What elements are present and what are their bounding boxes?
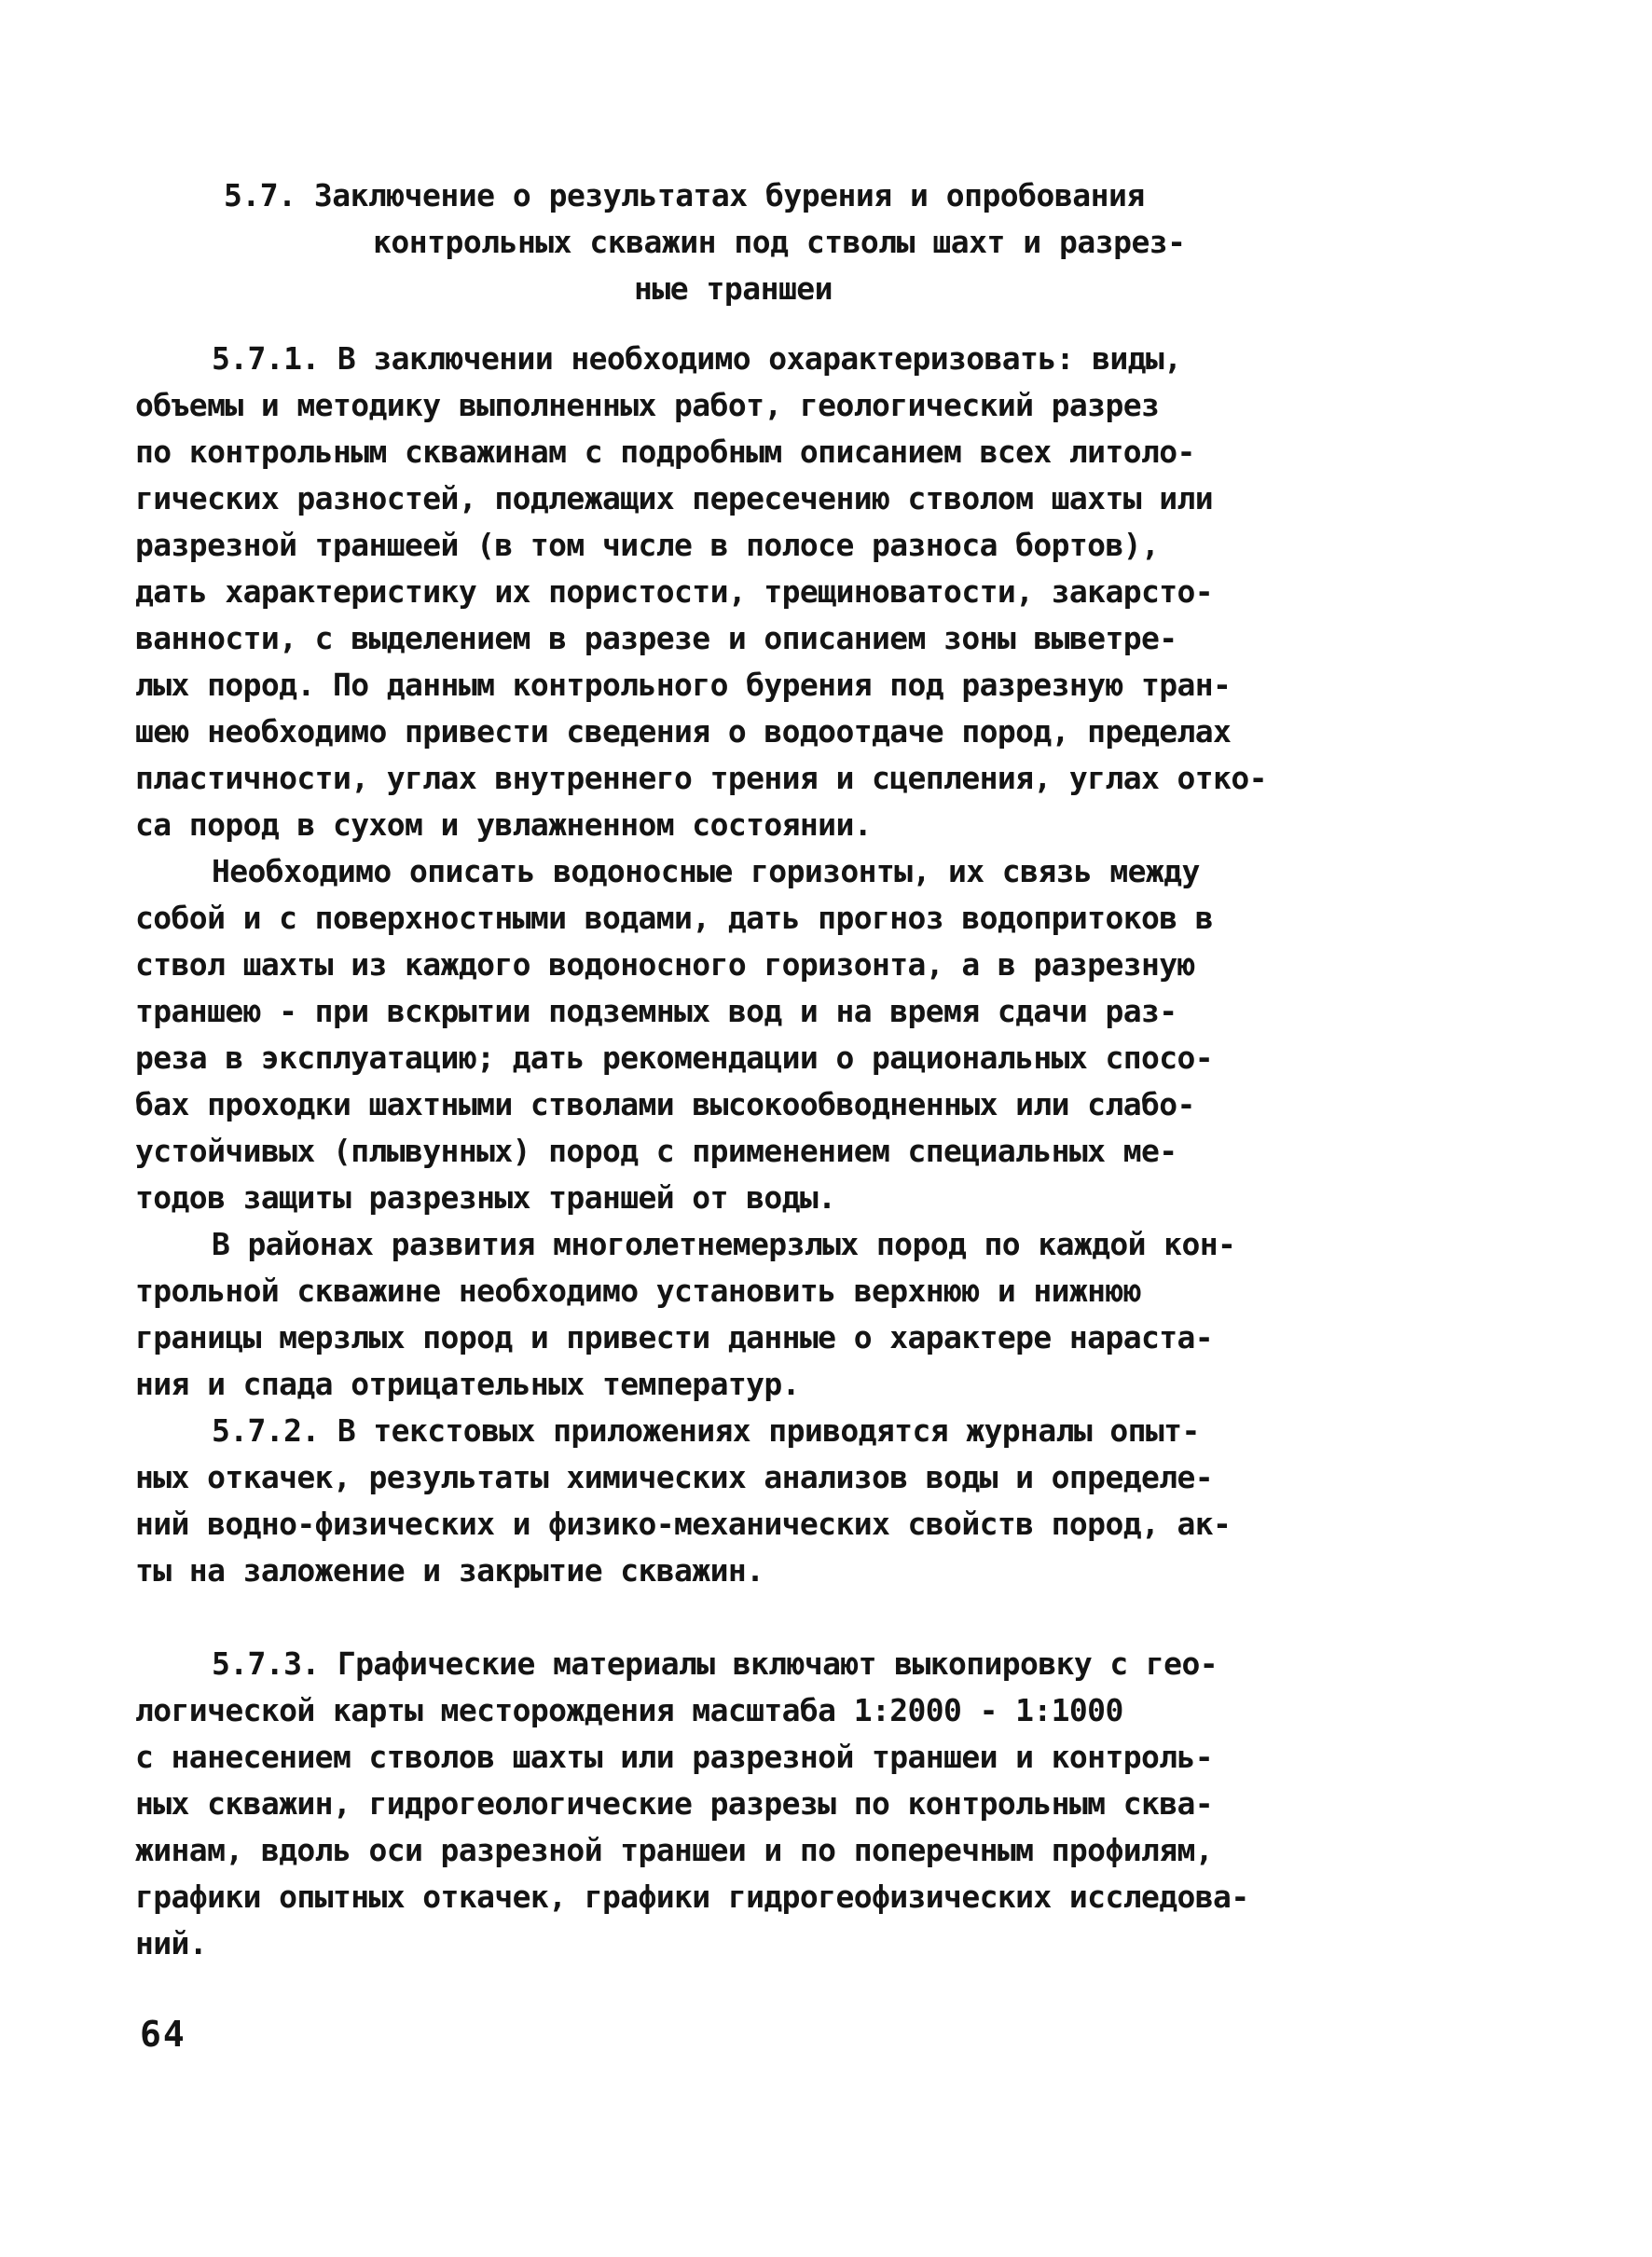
text-line: траншею - при вскрытии подземных вод и на время сдачи раз- xyxy=(135,993,1177,1029)
text-line: ствол шахты из каждого водоносного горизонта, а в разрезную xyxy=(135,946,1195,983)
text-line: ных скважин, гидрогеологические разрезы по контрольным сква- xyxy=(135,1785,1214,1822)
text-line: са пород в сухом и увлажненном состоянии. xyxy=(135,806,872,843)
paragraph-5-7-1 xyxy=(135,336,1534,848)
page-number: 64 xyxy=(140,2014,186,2055)
text-line: логической карты месторождения масштаба 1:2000 - 1:1000 xyxy=(135,1692,1123,1728)
section-title-line: ные траншеи xyxy=(634,270,833,307)
text-line: реза в эксплуатацию; дать рекомендации о рациональных спосо- xyxy=(135,1039,1214,1076)
text-line: трольной скважине необходимо установить верхнюю и нижнюю xyxy=(135,1273,1141,1309)
text-line: пластичности, углах внутреннего трения и сцепления, углах отко- xyxy=(135,760,1267,796)
text-line: 5.7.1. В заключении необходимо охарактеризовать: виды, xyxy=(212,340,1182,377)
paragraph-5-7-2 xyxy=(135,1408,1534,1594)
text-line: лых пород. По данным контрольного бурения под разрезную тран- xyxy=(135,667,1232,703)
text-line: ных откачек, результаты химических анализов воды и определе- xyxy=(135,1459,1214,1495)
text-line: ты на заложение и закрытие скважин. xyxy=(135,1552,764,1589)
text-line: дать характеристику их пористости, трещиноватости, закарсто- xyxy=(135,573,1214,610)
section-title xyxy=(224,172,1473,312)
text-line: гических разностей, подлежащих пересечению стволом шахты или xyxy=(135,480,1214,516)
text-line: ний. xyxy=(135,1925,208,1961)
section-title-line: контрольных скважин под стволы шахт и разрез- xyxy=(373,224,1186,260)
text-line: жинам, вдоль оси разрезной траншеи и по поперечным профилям, xyxy=(135,1832,1214,1868)
text-line: В районах развития многолетнемерзлых пород по каждой кон- xyxy=(212,1226,1236,1262)
text-line: с нанесением стволов шахты или разрезной траншеи и контроль- xyxy=(135,1739,1214,1775)
text-line: графики опытных откачек, графики гидрогеофизических исследова- xyxy=(135,1879,1249,1915)
section-title-line: 5.7. Заключение о результатах бурения и опробования xyxy=(224,177,1145,213)
text-line: 5.7.3. Графические материалы включают выкопировку с гео- xyxy=(212,1645,1218,1682)
text-line: границы мерзлых пород и привести данные о характере нараста- xyxy=(135,1319,1214,1356)
text-line: по контрольным скважинам с подробным описанием всех литоло- xyxy=(135,434,1195,470)
paragraph-permafrost xyxy=(135,1221,1534,1408)
text-line: тодов защиты разрезных траншей от воды. xyxy=(135,1179,836,1216)
text-line: ния и спада отрицательных температур. xyxy=(135,1366,800,1402)
text-line: собой и с поверхностными водами, дать прогноз водопритоков в xyxy=(135,900,1214,936)
text-line: ванности, с выделением в разрезе и описанием зоны выветре- xyxy=(135,620,1177,656)
paragraph-5-7-3 xyxy=(135,1641,1534,1967)
text-line: объемы и методику выполненных работ, геологический разрез xyxy=(135,387,1160,423)
text-line: бах проходки шахтными стволами высокообводненных или слабо- xyxy=(135,1086,1195,1122)
text-line: ний водно-физических и физико-механических свойств пород, ак- xyxy=(135,1506,1232,1542)
text-line: шею необходимо привести сведения о водоотдаче пород, пределах xyxy=(135,713,1232,750)
text-line: устойчивых (плывунных) пород с применением специальных ме- xyxy=(135,1133,1177,1169)
text-line: разрезной траншеей (в том числе в полосе разноса бортов), xyxy=(135,527,1160,563)
text-line: 5.7.2. В текстовых приложениях приводятся журналы опыт- xyxy=(212,1412,1200,1449)
paragraph-aquifers xyxy=(135,848,1534,1221)
text-line: Необходимо описать водоносные горизонты, их связь между xyxy=(212,853,1200,889)
